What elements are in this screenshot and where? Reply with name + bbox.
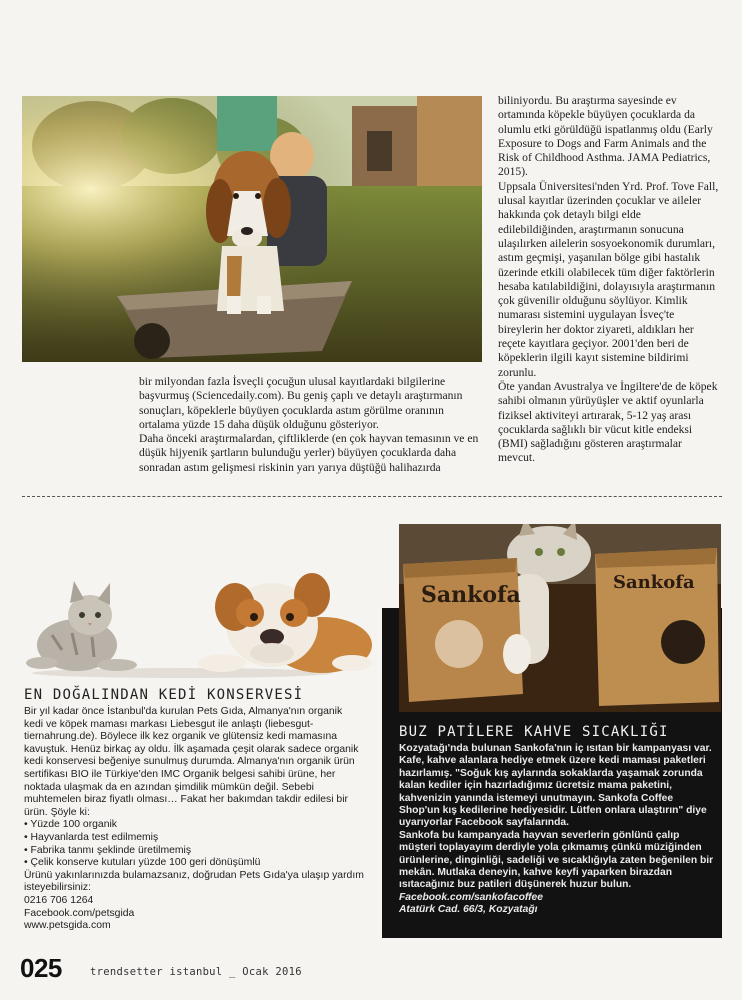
article-under-photo-column xyxy=(139,375,484,475)
cat-food-intro: Bir yıl kadar önce İstanbul'da kurulan Pets Gıda, Almanya'nın organik kedi ve köpek maması markası Liebesgut ile anlaştı (liebesgut-tiernahrung.de). Böylece ilk kez organik ve glütensiz kedi mamasına kavuştuk. Henüz birkaç ay oldu. İlk aşamada çeşit olarak sadece organik kedi konservesi beğeniye sunulmuş durumda. Almanya'nın organik ürün sertifikası BIO ile Türkiye'den IMC Organik belgesi sahibi ürüne, her noktada ulaşmak da en azından şimdilik mümkün değil. Sebebi muhtemelen biraz fiyatlı olması… Fakat her bakımdan takdir edilesi bir ürün. Şöyle ki: xyxy=(24,706,359,818)
article-paragraph: bir milyondan fazla İsveçli çocuğun ulusal kayıtlardaki bilgilerine başvurmuş (Sciencedaily.com). Bu geniş çaplı ve detaylı araştırmanın sonuçları, köpeklerle büyüyen çocuklarda astım görülme oranının ortalama yüzde 15 daha düşük olduğunu gösteriyor. xyxy=(139,375,463,431)
section-divider xyxy=(22,496,722,497)
article-paragraph: Daha önceki araştırmalardan, çiftliklerde (en çok hayvan temasının ve en düşük hijyenik şartların bulunduğu yerler) büyüyen çocuklarda daha sonradan astım gelişmesi riskinin yarı yarıya düştüğü halihazırda xyxy=(139,432,479,474)
sankofa-bags-photo xyxy=(399,524,721,712)
article-right-column xyxy=(498,94,720,466)
contact-facebook[interactable]: Facebook.com/petsgida xyxy=(24,907,135,919)
list-item: • Yüzde 100 organik xyxy=(24,819,364,832)
section-title-sankofa: BUZ PATİLERE KAHVE SICAKLIĞI xyxy=(399,724,669,740)
sankofa-paragraph: Sankofa bu kampanyada hayvan severlerin gönlünü çalıp müşteri toplayayım derdiyle yola çıkmamış çünkü müziğinden ürünlerine, dinginliği, sadeliği ve sıcaklığıyla zaten beğenilen bir mekân. Mutlaka deneyin, kahve keyfi yaparken birazdan ısıtacağınız buz patileri düşünerek huzur bulun. xyxy=(399,829,714,891)
kitten-bulldog-photo xyxy=(22,555,377,680)
feature-list xyxy=(24,819,364,869)
list-item: • Hayvanlarda test edilmemiş xyxy=(24,832,364,845)
sankofa-address: Atatürk Cad. 66/3, Kozyatağı xyxy=(399,904,538,916)
list-item: • Fabrika tanmı şeklinde üretilmemiş xyxy=(24,845,364,858)
section-title-cat-food: EN DOĞALINDAN KEDİ KONSERVESİ xyxy=(24,687,304,703)
sankofa-article xyxy=(399,743,715,917)
cat-food-outro: Ürünü yakınlarınızda bulamazsanız, doğrudan Pets Gıda'ya ulaşıp yardım isteyebilirsiniz: xyxy=(24,869,364,894)
beagle-wheelbarrow-photo xyxy=(22,96,482,362)
article-paragraph: biliniyordu. Bu araştırma sayesinde ev ortamında köpekle büyüyen çocuklarda da olumlu etki görüldüğü ispatlanmış oldu (Early Exposure to Dogs and Farm Animals and the Risk of Childhood Asthma. JAMA Pediatrics, 2015). xyxy=(498,94,713,179)
article-paragraph: Öte yandan Avustralya ve İngiltere'de de köpek sahibi olmanın yürüyüşler ve aktif oyunlarla fiziksel aktiviteyi artırarak, 5-12 yaş arası çocuklarda sağlıklı bir vücut kitle endeksi (BMI) sağladığını gösteren araştırmalar mevcut. xyxy=(498,379,718,465)
sankofa-paragraph: Kozyatağı'nda bulunan Sankofa'nın iç ısıtan bir kampanyası var. Kafe, kahve alanlara hediye etmek üzere kedi maması paketleri hazırlamış. "Soğuk kış aylarında sokaklarda yaşamak zorunda kalan kediler için hazırladığımız ücretsiz mama paketini, kahvenizin yanında istemeyi unutmayın. Sankofa Coffee Shop'un kış kedilerine hediyesidir. Lütfen onlara ulaştırın" diye uyarıyorlar Facebook sayfalarında. xyxy=(399,743,712,829)
page-number: 025 xyxy=(20,953,62,983)
cat-food-article xyxy=(24,706,364,933)
contact-phone: 0216 706 1264 xyxy=(24,894,94,906)
bag-brand-label: Sankofa xyxy=(613,572,695,593)
sankofa-facebook-link[interactable]: Facebook.com/sankofacoffee xyxy=(399,891,544,903)
bag-brand-label: Sankofa xyxy=(421,582,521,608)
article-paragraph: Uppsala Üniversitesi'nden Yrd. Prof. Tove Fall, ulusal kayıtlar üzerinden çocuklar ve aileler hakkında çok detaylı bilgi elde edilebildiğinden, araştırmanın sonucuna ulaşılırken ailelerin sosyoekonomik durumları, astım geçmişi, yaşanılan bölge gibi hastalık üzerinde etkili olabilecek tüm diğer faktörlerin hesaba katılabildiğini, dolayısıyla araştırmanın çok güvenilir olduğunu söylüyor. Kimlik numarası sistemini uygulayan İsveç'te bireylerin her doktor ziyareti, aldıkları her reçete kayıtlara geçiyor. 2001'den beri de köpeklerin ilgili kayıt sistemine bildirimi zorunlu. xyxy=(498,179,719,379)
list-item: • Çelik konserve kutuları yüzde 100 geri dönüşümlü xyxy=(24,857,364,870)
contact-website[interactable]: www.petsgida.com xyxy=(24,920,111,932)
footer-publication: trendsetter istanbul _ Ocak 2016 xyxy=(90,966,302,978)
